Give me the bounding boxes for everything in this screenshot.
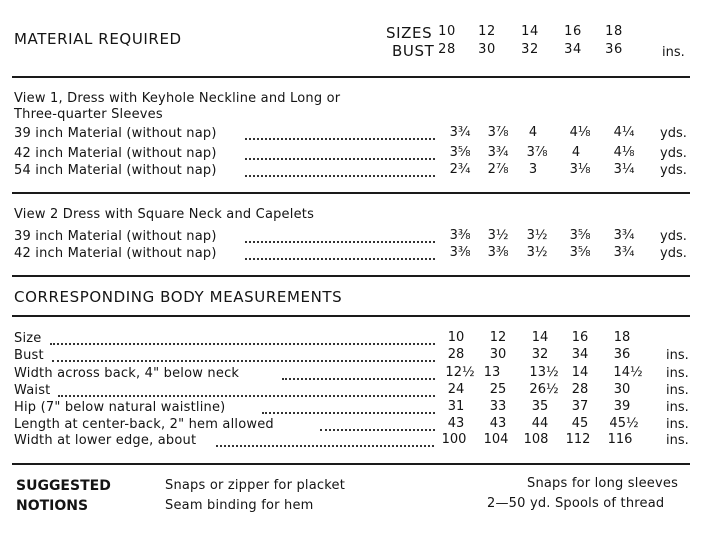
view2-row-label: 39 inch Material (without nap) [14, 229, 217, 244]
value-cell: 16 [571, 330, 589, 345]
value-cell: 3½ [526, 228, 548, 243]
divider [12, 275, 690, 277]
measurement-row-label: Size [14, 331, 42, 346]
measurement-row-label: Length at center-back, 2" hem allowed [14, 417, 274, 432]
value-cell: 3⅝ [449, 145, 471, 160]
size-header: 10 [438, 24, 456, 39]
value-cell: 2¾ [449, 162, 471, 177]
value-cell: 34 [571, 347, 589, 362]
value-cell: 36 [613, 347, 631, 362]
value-cell: 25 [489, 382, 507, 397]
bust-header: 34 [564, 42, 582, 57]
value-cell: 39 [613, 399, 631, 414]
value-cell: 108 [523, 432, 549, 447]
size-header: 12 [478, 24, 496, 39]
value-cell: 3⅞ [487, 125, 509, 140]
unit-cell: yds. [660, 146, 687, 161]
value-cell: 14 [531, 330, 549, 345]
value-cell: 26½ [529, 382, 559, 397]
value-cell: 14 [571, 365, 589, 380]
leader-dots [245, 138, 435, 140]
value-cell: 44 [531, 416, 549, 431]
unit-cell: ins. [666, 383, 689, 398]
value-cell: 3⅞ [526, 145, 548, 160]
value-cell: 3⅝ [569, 228, 591, 243]
unit-cell: ins. [666, 366, 689, 381]
notion-item: Snaps or zipper for placket [165, 478, 346, 493]
value-cell: 4 [571, 145, 581, 160]
value-cell: 4⅛ [569, 125, 591, 140]
value-cell: 104 [483, 432, 509, 447]
value-cell: 3 [528, 162, 538, 177]
value-cell: 30 [489, 347, 507, 362]
value-cell: 12 [489, 330, 507, 345]
unit-cell: yds. [660, 163, 687, 178]
leader-dots [245, 158, 435, 160]
measurement-row-label: Width at lower edge, about [14, 433, 197, 448]
value-cell: 28 [447, 347, 465, 362]
leader-dots [320, 429, 435, 431]
value-cell: 3¼ [613, 162, 635, 177]
measurement-row-label: Hip (7" below natural waistline) [14, 400, 226, 415]
value-cell: 4¼ [613, 125, 635, 140]
leader-dots [216, 445, 434, 447]
value-cell: 24 [447, 382, 465, 397]
value-cell: 3⅝ [569, 245, 591, 260]
notion-item: Seam binding for hem [165, 498, 314, 513]
value-cell: 37 [571, 399, 589, 414]
value-cell: 100 [441, 432, 467, 447]
value-cell: 45½ [609, 416, 639, 431]
value-cell: 31 [447, 399, 465, 414]
value-cell: 30 [613, 382, 631, 397]
notion-item: Snaps for long sleeves [527, 476, 679, 491]
leader-dots [245, 175, 435, 177]
measurement-row-label: Width across back, 4" below neck [14, 366, 240, 381]
value-cell: 4 [528, 125, 538, 140]
value-cell: 3⅜ [449, 228, 471, 243]
value-cell: 3⅜ [449, 245, 471, 260]
value-cell: 18 [613, 330, 631, 345]
leader-dots [262, 412, 435, 414]
value-cell: 116 [607, 432, 633, 447]
view1-row-label: 39 inch Material (without nap) [14, 126, 217, 141]
value-cell: 13 [483, 365, 501, 380]
value-cell: 28 [571, 382, 589, 397]
leader-dots [282, 378, 435, 380]
size-header: 14 [521, 24, 539, 39]
value-cell: 10 [447, 330, 465, 345]
bust-header: 30 [478, 42, 496, 57]
value-cell: 3¾ [449, 125, 471, 140]
value-cell: 33 [489, 399, 507, 414]
unit-cell: ins. [666, 348, 689, 363]
value-cell: 4⅛ [613, 145, 635, 160]
value-cell: 3⅜ [487, 245, 509, 260]
value-cell: 35 [531, 399, 549, 414]
unit-cell: ins. [666, 433, 689, 448]
view2-title: View 2 Dress with Square Neck and Capelets [14, 207, 315, 222]
sizes-label: SIZES [386, 24, 433, 42]
divider [12, 76, 690, 78]
leader-dots [50, 343, 435, 345]
view1-title: View 1, Dress with Keyhole Neckline and Long or [14, 91, 341, 106]
unit-cell: ins. [666, 417, 689, 432]
unit-cell: yds. [660, 229, 687, 244]
bust-label: BUST [392, 42, 435, 60]
notion-item: 2—50 yd. Spools of thread [487, 496, 665, 511]
view1-title-line2: Three-quarter Sleeves [14, 107, 163, 122]
divider [12, 192, 690, 194]
value-cell: 3¾ [613, 245, 635, 260]
unit-cell: ins. [666, 400, 689, 415]
measurement-row-label: Waist [14, 383, 51, 398]
view1-row-label: 42 inch Material (without nap) [14, 146, 217, 161]
suggested-heading: SUGGESTED [16, 478, 111, 494]
value-cell: 2⅞ [487, 162, 509, 177]
leader-dots [58, 395, 435, 397]
size-header: 18 [605, 24, 623, 39]
measurement-row-label: Bust [14, 348, 44, 363]
leader-dots [245, 258, 435, 260]
view1-row-label: 54 inch Material (without nap) [14, 163, 217, 178]
view2-row-label: 42 inch Material (without nap) [14, 246, 217, 261]
leader-dots [52, 360, 435, 362]
value-cell: 3⅛ [569, 162, 591, 177]
value-cell: 43 [489, 416, 507, 431]
leader-dots [245, 241, 435, 243]
value-cell: 3½ [487, 228, 509, 243]
divider [12, 315, 690, 317]
value-cell: 3¾ [487, 145, 509, 160]
value-cell: 112 [565, 432, 591, 447]
notions-heading: NOTIONS [16, 498, 89, 514]
measurements-heading: CORRESPONDING BODY MEASUREMENTS [14, 288, 343, 306]
value-cell: 3½ [526, 245, 548, 260]
header-unit: ins. [662, 45, 685, 60]
value-cell: 12½ [445, 365, 475, 380]
bust-header: 36 [605, 42, 623, 57]
bust-header: 28 [438, 42, 456, 57]
value-cell: 3¾ [613, 228, 635, 243]
material-required-heading: MATERIAL REQUIRED [14, 30, 182, 48]
size-header: 16 [564, 24, 582, 39]
value-cell: 43 [447, 416, 465, 431]
unit-cell: yds. [660, 246, 687, 261]
value-cell: 14½ [613, 365, 643, 380]
unit-cell: yds. [660, 126, 687, 141]
divider [12, 463, 690, 465]
bust-header: 32 [521, 42, 539, 57]
value-cell: 13½ [529, 365, 559, 380]
value-cell: 45 [571, 416, 589, 431]
value-cell: 32 [531, 347, 549, 362]
